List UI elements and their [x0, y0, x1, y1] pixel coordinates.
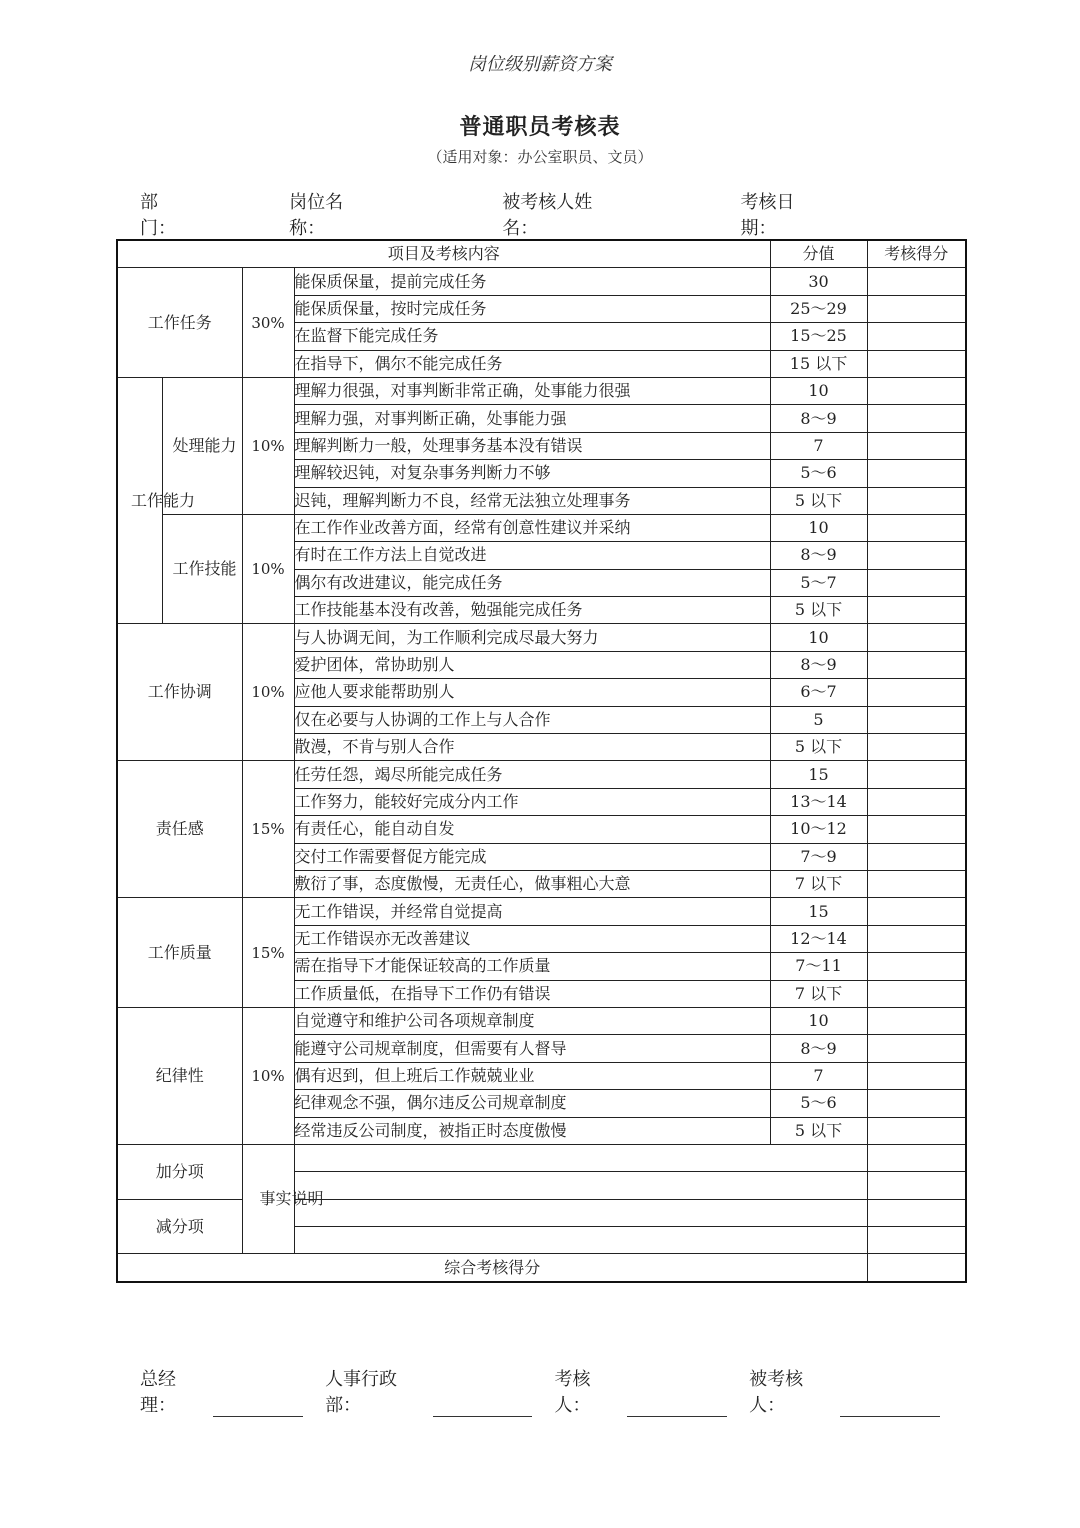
score-range: 12～14 [770, 925, 867, 952]
score-range: 7～11 [770, 953, 867, 980]
score-range: 5～6 [770, 460, 867, 487]
result-cell[interactable] [867, 679, 966, 706]
score-range: 15 [770, 898, 867, 925]
table-row [117, 514, 966, 541]
criteria-desc: 仅在必要与人协调的工作上与人合作 [294, 706, 770, 733]
score-range: 10 [770, 514, 867, 541]
criteria-desc: 无工作错误亦无改善建议 [294, 925, 770, 952]
criteria-desc: 需在指导下才能保证较高的工作质量 [294, 953, 770, 980]
header-row [117, 240, 966, 268]
result-cell[interactable] [867, 761, 966, 788]
result-cell[interactable] [867, 1090, 966, 1117]
score-range: 5～6 [770, 1090, 867, 1117]
reviewee-sign-blank[interactable] [840, 1396, 940, 1417]
result-cell[interactable] [867, 1035, 966, 1062]
criteria-desc: 与人协调无间，为工作顺利完成尽最大努力 [294, 624, 770, 651]
criteria-desc: 应他人要求能帮助别人 [294, 679, 770, 706]
criteria-desc: 工作技能基本没有改善，勉强能完成任务 [294, 597, 770, 624]
section-name: 工作协调 [117, 624, 242, 761]
review-date-field: 考核日期： [740, 188, 940, 240]
section-name: 工作质量 [117, 898, 242, 1008]
review-date-blank[interactable] [832, 219, 940, 240]
criteria-desc: 理解力强，对事判断正确，处事能力强 [294, 405, 770, 432]
table-row [117, 377, 966, 404]
result-cell[interactable] [867, 1199, 966, 1226]
score-range: 5 以下 [770, 487, 867, 514]
result-cell[interactable] [867, 1117, 966, 1144]
reviewee-sign-field: 被考核人： [749, 1365, 940, 1417]
gm-sign-blank[interactable] [213, 1396, 303, 1417]
score-range: 25～29 [770, 295, 867, 322]
employee-name-blank[interactable] [628, 219, 719, 240]
reviewer-sign-blank[interactable] [627, 1396, 727, 1417]
position-field: 岗位名称： [289, 188, 502, 240]
result-cell[interactable] [867, 569, 966, 596]
result-cell[interactable] [867, 624, 966, 651]
criteria-desc: 自觉遵守和维护公司各项规章制度 [294, 1007, 770, 1034]
criteria-desc: 在工作作业改善方面，经常有创意性建议并采纳 [294, 514, 770, 541]
item-header: 项目及考核内容 [117, 240, 770, 268]
score-range: 8～9 [770, 542, 867, 569]
section-weight: 10% [242, 624, 294, 761]
criteria-desc: 理解判断力一般，处理事务基本没有错误 [294, 432, 770, 459]
criteria-desc: 散漫，不肯与别人合作 [294, 734, 770, 761]
score-range: 13～14 [770, 788, 867, 815]
department-blank[interactable] [196, 219, 267, 240]
result-cell[interactable] [867, 788, 966, 815]
fact-label: 事实说明 [242, 1144, 294, 1254]
score-range: 5 以下 [770, 597, 867, 624]
section-weight: 30% [242, 268, 294, 378]
department-field: 部门： [140, 188, 289, 240]
score-range: 8～9 [770, 651, 867, 678]
result-header: 考核得分 [867, 240, 966, 268]
score-range: 8～9 [770, 405, 867, 432]
result-cell[interactable] [867, 542, 966, 569]
assessment-table [116, 239, 967, 1283]
reviewer-sign-field: 考核人： [554, 1365, 749, 1417]
score-range: 7 [770, 432, 867, 459]
result-cell[interactable] [867, 1062, 966, 1089]
score-range: 10～12 [770, 816, 867, 843]
criteria-desc: 经常违反公司制度，被指正时态度傲慢 [294, 1117, 770, 1144]
criteria-desc: 爱护团体，常协助别人 [294, 651, 770, 678]
score-range: 5 以下 [770, 734, 867, 761]
score-range: 10 [770, 624, 867, 651]
criteria-desc: 纪律观念不强，偶尔违反公司规章制度 [294, 1090, 770, 1117]
criteria-desc: 任劳任怨，竭尽所能完成任务 [294, 761, 770, 788]
section-weight: 15% [242, 898, 294, 1008]
total-row [117, 1254, 966, 1282]
section-weight: 10% [242, 514, 294, 624]
criteria-desc: 有责任心，能自动自发 [294, 816, 770, 843]
score-range: 10 [770, 1007, 867, 1034]
criteria-desc: 无工作错误，并经常自觉提高 [294, 898, 770, 925]
criteria-desc: 能保质保量，提前完成任务 [294, 268, 770, 295]
result-cell[interactable] [867, 925, 966, 952]
score-header: 分值 [770, 240, 867, 268]
form-title: 普通职员考核表 [459, 114, 621, 140]
result-cell[interactable] [867, 514, 966, 541]
result-cell[interactable] [867, 1144, 966, 1171]
score-range: 7 [770, 1062, 867, 1089]
table-row [117, 624, 966, 651]
table-row [117, 898, 966, 925]
deduct-label: 减分项 [117, 1199, 242, 1254]
score-range: 7～9 [770, 843, 867, 870]
score-range: 15～25 [770, 323, 867, 350]
criteria-desc: 有时在工作方法上自觉改进 [294, 542, 770, 569]
result-cell[interactable] [867, 898, 966, 925]
score-range: 5 [770, 706, 867, 733]
result-cell[interactable] [867, 870, 966, 897]
result-cell[interactable] [867, 1172, 966, 1199]
table-row [117, 1007, 966, 1034]
result-cell[interactable] [867, 487, 966, 514]
hr-sign-blank[interactable] [433, 1396, 533, 1417]
result-cell[interactable] [867, 377, 966, 404]
criteria-desc: 交付工作需要督促方能完成 [294, 843, 770, 870]
result-cell[interactable] [867, 1227, 966, 1254]
fact-entry[interactable] [294, 1172, 867, 1199]
section-name: 责任感 [117, 761, 242, 898]
result-cell[interactable] [867, 268, 966, 295]
criteria-desc: 能遵守公司规章制度，但需要有人督导 [294, 1035, 770, 1062]
score-range: 5～7 [770, 569, 867, 596]
criteria-desc: 在指导下，偶尔不能完成任务 [294, 350, 770, 377]
result-cell[interactable] [867, 405, 966, 432]
bonus-label: 加分项 [117, 1144, 242, 1199]
signature-row [140, 1365, 940, 1417]
result-cell[interactable] [867, 597, 966, 624]
criteria-desc: 迟钝，理解判断力不良，经常无法独立处理事务 [294, 487, 770, 514]
section-weight: 10% [242, 377, 294, 514]
result-cell[interactable] [867, 350, 966, 377]
criteria-desc: 理解较迟钝，对复杂事务判断力不够 [294, 460, 770, 487]
result-cell[interactable] [867, 734, 966, 761]
score-range: 6～7 [770, 679, 867, 706]
result-cell[interactable] [867, 816, 966, 843]
fact-entry[interactable] [294, 1227, 867, 1254]
info-row [140, 188, 940, 240]
criteria-desc: 能保质保量，按时完成任务 [294, 295, 770, 322]
section-name: 工作任务 [117, 268, 242, 378]
table-row [117, 761, 966, 788]
result-cell[interactable] [867, 651, 966, 678]
score-range: 7 以下 [770, 870, 867, 897]
page-header: 岗位级别薪资方案 [468, 54, 612, 75]
score-range: 5 以下 [770, 1117, 867, 1144]
result-cell[interactable] [867, 1007, 966, 1034]
result-cell[interactable] [867, 323, 966, 350]
score-range: 8～9 [770, 1035, 867, 1062]
section-weight: 10% [242, 1007, 294, 1144]
score-range: 7 以下 [770, 980, 867, 1007]
gm-sign-field: 总经理： [140, 1365, 325, 1417]
criteria-desc: 偶尔有改进建议，能完成任务 [294, 569, 770, 596]
score-range: 15 [770, 761, 867, 788]
section-name: 纪律性 [117, 1007, 242, 1144]
total-score-cell[interactable] [867, 1254, 966, 1282]
criteria-desc: 理解力很强，对事判断非常正确，处事能力很强 [294, 377, 770, 404]
score-range: 10 [770, 377, 867, 404]
table-row [117, 268, 966, 295]
criteria-desc: 偶有迟到，但上班后工作兢兢业业 [294, 1062, 770, 1089]
section-weight: 15% [242, 761, 294, 898]
table-row [117, 1144, 966, 1171]
score-range: 30 [770, 268, 867, 295]
total-label: 综合考核得分 [117, 1254, 867, 1282]
result-cell[interactable] [867, 295, 966, 322]
hr-sign-field: 人事行政部： [325, 1365, 554, 1417]
criteria-desc: 工作质量低，在指导下工作仍有错误 [294, 980, 770, 1007]
result-cell[interactable] [867, 706, 966, 733]
position-blank[interactable] [380, 219, 480, 240]
section-name: 工作技能 [162, 514, 242, 624]
group-label: 工作能力 [117, 377, 162, 624]
section-name: 处理能力 [162, 377, 242, 514]
fact-entry[interactable] [294, 1144, 867, 1171]
result-cell[interactable] [867, 460, 966, 487]
score-range: 15 以下 [770, 350, 867, 377]
result-cell[interactable] [867, 843, 966, 870]
criteria-desc: 在监督下能完成任务 [294, 323, 770, 350]
result-cell[interactable] [867, 432, 966, 459]
employee-name-field: 被考核人姓名： [502, 188, 740, 240]
criteria-desc: 敷衍了事，态度傲慢，无责任心，做事粗心大意 [294, 870, 770, 897]
criteria-desc: 工作努力，能较好完成分内工作 [294, 788, 770, 815]
result-cell[interactable] [867, 980, 966, 1007]
form-subtitle: （适用对象：办公室职员、文员） [427, 148, 653, 166]
fact-entry[interactable] [294, 1199, 867, 1226]
result-cell[interactable] [867, 953, 966, 980]
